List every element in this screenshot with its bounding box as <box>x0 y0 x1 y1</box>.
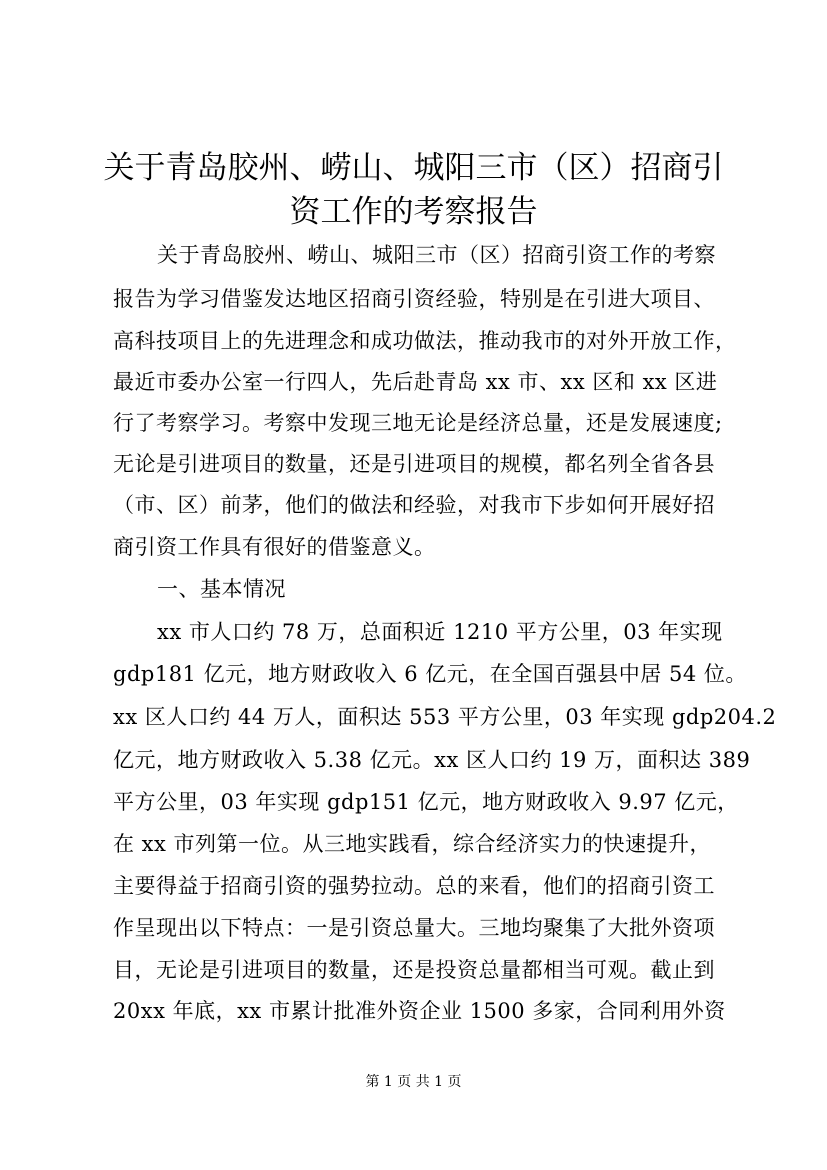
paragraph-line: 作呈现出以下特点：一是引资总量大。三地均聚集了大批外资项 <box>113 916 715 940</box>
paragraph-line: gdp181 亿元，地方财政收入 6 亿元，在全国百强县中居 54 位。 <box>113 662 747 686</box>
paragraph-line: 亿元，地方财政收入 5.38 亿元。xx 区人口约 19 万，面积达 389 <box>113 748 751 772</box>
paragraph-line: xx 市人口约 78 万，总面积近 1210 平方公里，03 年实现 <box>157 620 723 644</box>
paragraph-line: 平方公里，03 年实现 gdp151 亿元，地方财政收入 9.97 亿元， <box>113 790 739 814</box>
page-footer: 第 1 页 共 1 页 <box>365 1074 462 1090</box>
paragraph-line: 关于青岛胶州、崂山、城阳三市（区）招商引资工作的考察 <box>157 243 716 267</box>
paragraph-line: 行了考察学习。考察中发现三地无论是经济总量，还是发展速度; <box>113 411 723 435</box>
paragraph-line: 主要得益于招商引资的强势拉动。总的来看，他们的招商引资工 <box>113 874 715 898</box>
section-heading: 一、基本情况 <box>157 577 286 601</box>
document-title-line-2: 资工作的考察报告 <box>289 194 538 230</box>
paragraph-line: 报告为学习借鉴发达地区招商引资经验，特别是在引进大项目、 <box>113 287 715 311</box>
paragraph-line: （市、区）前茅，他们的做法和经验，对我市下步如何开展好招 <box>113 493 715 517</box>
paragraph-line: 无论是引进项目的数量，还是引进项目的规模，都名列全省各县 <box>113 452 715 476</box>
paragraph-line: 20xx 年底，xx 市累计批准外资企业 1500 多家，合同利用外资 <box>113 999 726 1023</box>
paragraph-line: 最近市委办公室一行四人，先后赴青岛 xx 市、xx 区和 xx 区进 <box>113 370 718 394</box>
paragraph-line: 在 xx 市列第一位。从三地实践看，综合经济实力的快速提升， <box>113 832 712 856</box>
paragraph-line: 目，无论是引进项目的数量，还是投资总量都相当可观。截止到 <box>113 958 715 982</box>
document-title-line-1: 关于青岛胶州、崂山、城阳三市（区）招商引 <box>103 150 724 186</box>
paragraph-line: 商引资工作具有很好的借鉴意义。 <box>113 535 436 559</box>
paragraph-line: 高科技项目上的先进理念和成功做法，推动我市的对外开放工作， <box>113 329 737 353</box>
paragraph-line: xx 区人口约 44 万人，面积达 553 平方公里，03 年实现 gdp204.2 <box>113 705 777 729</box>
